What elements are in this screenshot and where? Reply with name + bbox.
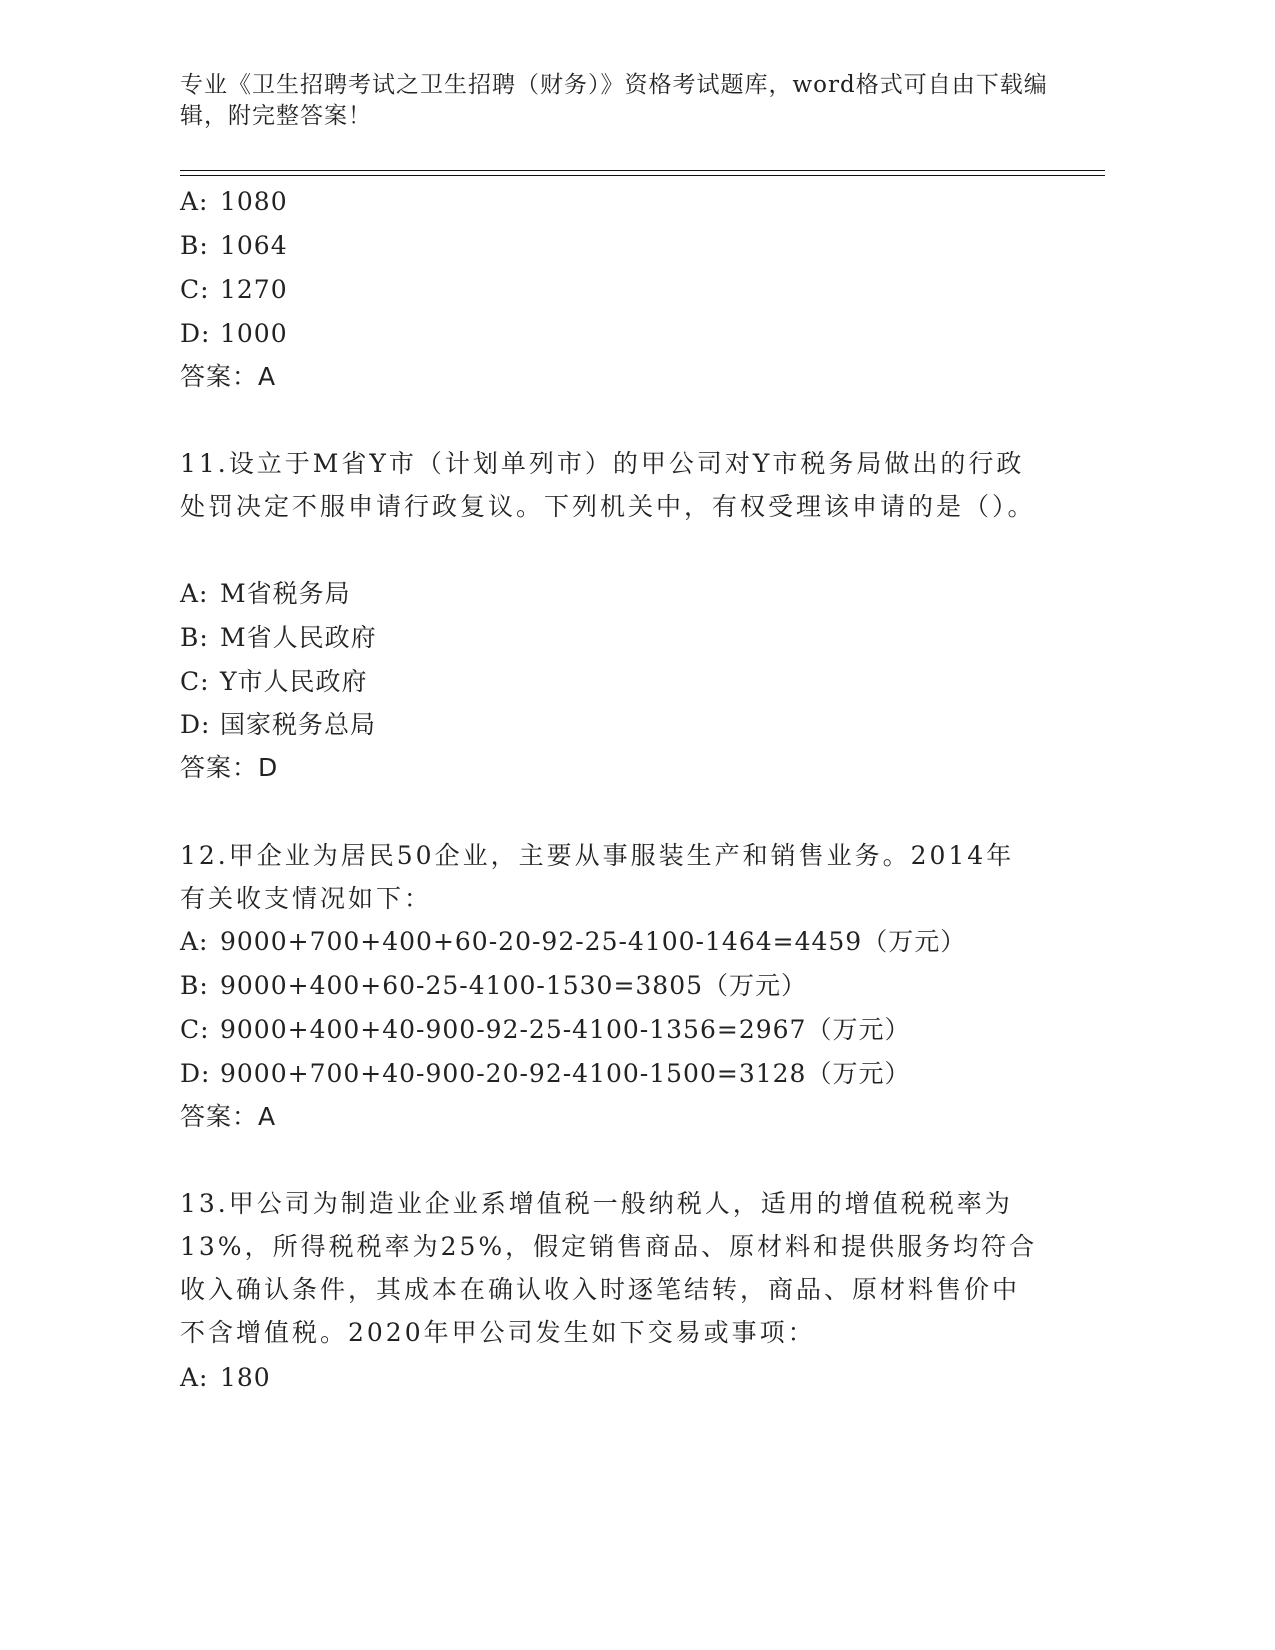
header-rule-top [180,170,1105,171]
document-header: 专业《卫生招聘考试之卫生招聘（财务）》资格考试题库，word格式可自由下载编辑，附完整答案！ [180,72,1048,129]
option-text: 9000+700+40-900-20-92-4100-1500=3128（万元） [220,1059,911,1088]
option-label: B: [180,971,209,1000]
q11-question: 11.设立于M省Y市（计划单列市）的甲公司对Y市税务局做出的行政处罚决定不服申请行政复议。下列机关中，有权受理该申请的是（）。 [180,449,1036,521]
option-text: 1270 [220,275,288,304]
option-text: M省人民政府 [220,623,377,652]
option-label: B: [180,623,209,652]
option-text: 1080 [220,187,288,216]
q12-option-c [180,1014,910,1046]
option-text: 1064 [220,231,288,260]
option-label: C: [180,667,210,696]
q12-option-a [180,926,966,958]
q10-option-d [180,318,288,350]
q10-option-b [180,230,288,262]
q13-option-a [180,1362,271,1394]
option-label: A: [180,187,209,216]
option-label: D: [180,319,211,348]
option-text: Y市人民政府 [220,667,368,696]
option-text: 180 [220,1363,271,1392]
option-label: C: [180,275,210,304]
option-label: A: [180,1363,209,1392]
option-text: 9000+400+60-25-4100-1530=3805（万元） [220,971,808,1000]
option-text: 9000+400+40-900-92-25-4100-1356=2967（万元） [220,1015,911,1044]
q10-answer: 答案：A [180,362,277,391]
option-text: 9000+700+400+60-20-92-25-4100-1464=4459（万元） [220,927,967,956]
q11-option-b [180,622,377,654]
option-label: D: [180,1059,211,1088]
q10-option-a [180,186,288,218]
q11-option-c [180,666,368,698]
option-text: M省税务局 [220,579,351,608]
q11-option-a [180,578,351,610]
option-text: 国家税务总局 [220,710,377,739]
option-label: A: [180,927,209,956]
option-label: D: [180,710,211,739]
q10-option-c [180,274,288,306]
q12-answer: 答案：A [180,1102,277,1131]
q11-option-d [180,709,376,741]
q12-question: 12.甲企业为居民50企业，主要从事服装生产和销售业务。2014年有关收支情况如下： [180,841,1015,913]
q13-question: 13.甲公司为制造业企业系增值税一般纳税人，适用的增值税税率为13%，所得税税率为25%，假定销售商品、原材料和提供服务均符合收入确认条件，其成本在确认收入时逐笔结转，商品、原材料售价中不含增值税。2020年甲公司发生如下交易或事项： [180,1189,1038,1347]
option-label: B: [180,231,209,260]
option-text: 1000 [220,319,288,348]
q11-answer: 答案：D [180,753,279,782]
option-label: A: [180,579,209,608]
q12-option-b [180,970,807,1002]
header-rule-bottom [180,175,1105,176]
q12-option-d [180,1058,910,1090]
option-label: C: [180,1015,210,1044]
